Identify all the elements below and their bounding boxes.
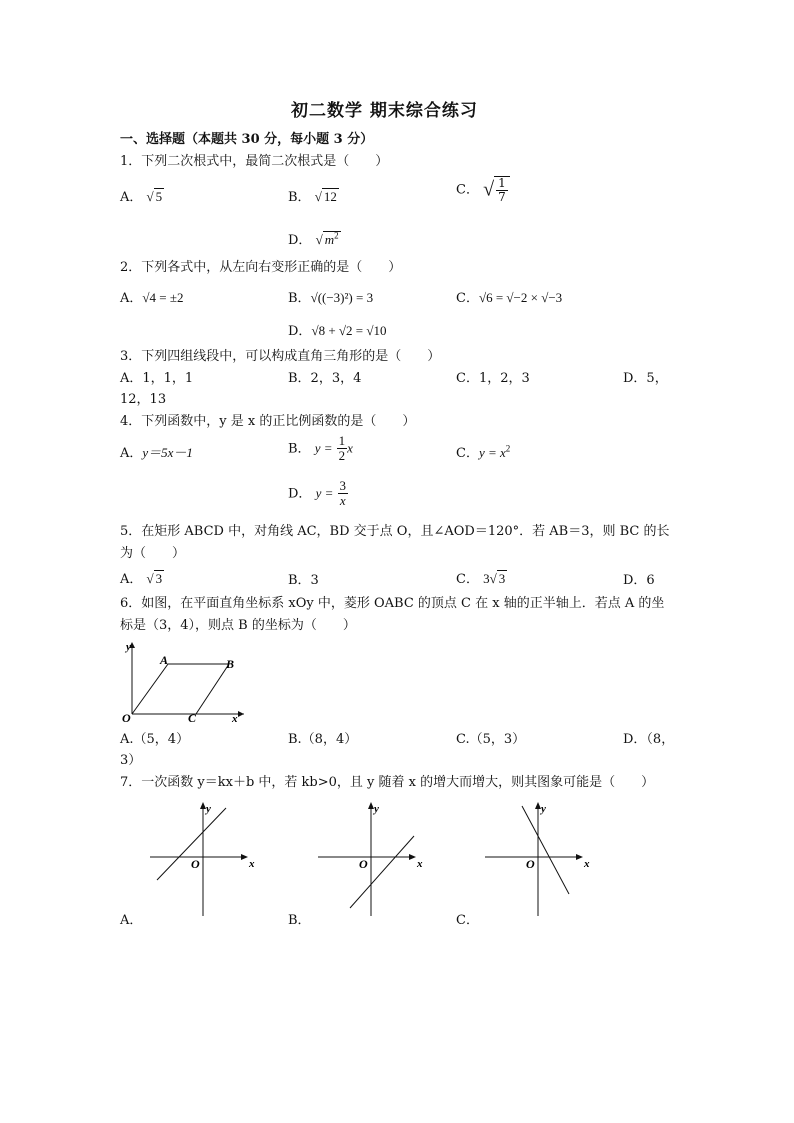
q7a-x-label: x xyxy=(249,858,255,870)
q1-a-label: A． xyxy=(120,190,143,205)
q3-option-c[interactable]: C．1，2，3 xyxy=(456,371,530,386)
q1-d-sup: 2 xyxy=(334,230,339,241)
fig6-y-label: y xyxy=(126,641,131,653)
q7b-y-label: y xyxy=(374,803,379,815)
q1-stem: 1．下列二次根式中，最简二次根式是（ ） xyxy=(120,154,389,169)
q7c-y-label: y xyxy=(541,803,546,815)
q3-option-b[interactable]: B．2，3，4 xyxy=(288,371,362,386)
q7-option-a[interactable]: A． xyxy=(120,913,143,928)
q5-c-coef: 3 xyxy=(483,571,490,586)
q5-c-label: C． xyxy=(456,572,479,587)
section-heading: 一、选择题（本题共 30 分，每小题 3 分） xyxy=(120,132,374,147)
q7b-o-label: O xyxy=(359,857,368,871)
q2-c-expr: √6 = √−2 × √−3 xyxy=(478,290,563,305)
fig6-a-label: A xyxy=(160,653,169,667)
q4-d-pre: y = xyxy=(315,485,334,501)
q2-d-label: D． xyxy=(288,324,312,339)
q6-stem-line1: 6．如图，在平面直角坐标系 xOy 中，菱形 OABC 的顶点 C 在 x 轴的正半轴上．若点 A 的坐 xyxy=(120,596,665,611)
q7a-y-label: y xyxy=(206,803,211,815)
q6-option-d-wrap: 3） xyxy=(120,753,142,768)
q4-b-pre: y = xyxy=(314,440,333,456)
q5-option-c[interactable]: C． 3√ 3 xyxy=(456,571,506,587)
q4-b-num: 1 xyxy=(338,433,346,448)
q3-option-d-wrap: 12，13 xyxy=(120,392,167,407)
q5-option-b[interactable]: B．3 xyxy=(288,573,319,588)
q5-a-label: A． xyxy=(120,572,143,587)
q5-a-radicand: 3 xyxy=(155,571,163,586)
q4-b-label: B． xyxy=(288,441,311,457)
q6-option-d[interactable]: D．（8， xyxy=(623,732,675,747)
q4-c-expr: y = x xyxy=(478,445,506,460)
q4-option-b[interactable] xyxy=(288,434,353,464)
q7-graph-a xyxy=(146,798,262,918)
q3-option-d[interactable]: D．5， xyxy=(623,371,668,386)
q1-b-label: B． xyxy=(288,190,311,205)
q7a-o-label: O xyxy=(191,857,200,871)
q1-option-a[interactable]: A． √ 5 xyxy=(120,189,163,205)
q4-c-sup: 2 xyxy=(505,443,511,454)
q1-c-numerator: 1 xyxy=(498,176,506,190)
q7-stem: 7．一次函数 y＝kx＋b 中，若 kb>0，且 y 随着 x 的增大而增大，则其图象可能是（ ） xyxy=(120,775,655,790)
rhombus-figure xyxy=(118,638,248,724)
q2-stem: 2．下列各式中，从左向右变形正确的是（ ） xyxy=(120,260,402,275)
q1-a-radicand: 5 xyxy=(155,189,163,204)
q4-option-a[interactable] xyxy=(120,442,193,461)
q3-option-a[interactable]: A．1，1，1 xyxy=(120,371,194,386)
q4-a-label: A． xyxy=(120,446,143,461)
q7c-o-label: O xyxy=(526,857,535,871)
q7-graph-b xyxy=(314,798,430,918)
fig6-o-label: O xyxy=(122,711,131,724)
q5-c-radicand: 3 xyxy=(498,571,506,586)
q7b-x-label: x xyxy=(417,858,423,870)
q4-c-label: C． xyxy=(456,446,479,461)
fig6-b-label: B xyxy=(226,657,235,671)
q2-option-b[interactable] xyxy=(288,287,373,306)
q1-option-b[interactable]: B． √ 12 xyxy=(288,189,337,205)
q5-option-a[interactable]: A． √ 3 xyxy=(120,571,163,587)
page-title: 初二数学 期末综合练习 xyxy=(291,101,478,121)
q4-option-d[interactable] xyxy=(288,479,348,509)
q4-option-c[interactable] xyxy=(456,442,510,461)
q6-option-a[interactable]: A.（5，4） xyxy=(120,732,190,747)
q2-option-d[interactable] xyxy=(288,320,387,339)
q1-option-d[interactable]: D． √ $m^2$ xyxy=(288,230,339,248)
q6-option-c[interactable]: C.（5，3） xyxy=(456,732,526,747)
q4-d-den: x xyxy=(339,493,346,509)
q2-a-label: A． xyxy=(120,291,143,306)
q2-b-label: B． xyxy=(288,291,311,306)
fig6-x-label: x xyxy=(232,713,238,724)
q4-d-num: 3 xyxy=(339,478,347,493)
q7-option-c[interactable]: C． xyxy=(456,913,479,928)
q1-option-c[interactable]: C． √ $\frac{1}{7}$ xyxy=(456,176,510,204)
q4-stem: 4．下列函数中，y 是 x 的正比例函数的是（ ） xyxy=(120,414,416,429)
q2-c-label: C． xyxy=(456,291,479,306)
q2-d-expr: √8 + √2 = √10 xyxy=(311,323,387,338)
q2-a-expr: √4 = ±2 xyxy=(142,290,184,305)
q1-c-label: C． xyxy=(456,182,479,198)
q5-stem-line1: 5．在矩形 ABCD 中，对角线 AC，BD 交于点 O，且∠AOD＝120°．若 AB＝3，则 BC 的长 xyxy=(120,524,670,539)
q7-graph-c xyxy=(481,798,597,918)
q5-stem-line2: 为（ ） xyxy=(120,546,186,561)
q2-b-expr: √((−3)²) = 3 xyxy=(310,290,374,305)
q4-a-expr: y＝5x－1 xyxy=(142,445,193,460)
fig6-c-label: C xyxy=(188,711,197,724)
q5-option-d[interactable]: D．6 xyxy=(623,573,655,588)
q1-c-denominator: 7 xyxy=(498,190,506,205)
q4-b-den: 2 xyxy=(338,448,346,464)
q1-d-radicand: m xyxy=(324,232,335,247)
q3-stem: 3．下列四组线段中，可以构成直角三角形的是（ ） xyxy=(120,349,441,364)
q4-b-post: x xyxy=(347,440,353,456)
q6-stem-line2: 标是（3，4），则点 B 的坐标为（ ） xyxy=(120,618,356,633)
q2-option-a[interactable] xyxy=(120,287,184,306)
q6-option-b[interactable]: B.（8，4） xyxy=(288,732,358,747)
q1-d-label: D． xyxy=(288,233,312,248)
q7c-x-label: x xyxy=(584,858,590,870)
q1-b-radicand: 12 xyxy=(323,189,337,204)
q7-option-b[interactable]: B． xyxy=(288,913,311,928)
q2-option-c[interactable] xyxy=(456,287,562,306)
q4-d-label: D． xyxy=(288,486,312,502)
